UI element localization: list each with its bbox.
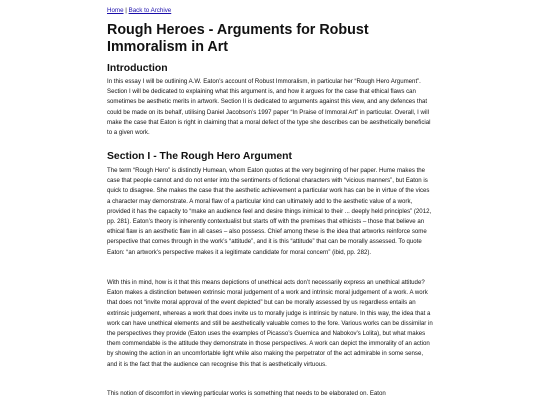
- intro-paragraph: In this essay I will be outlining A.W. Eaton’s account of Robust Immoralism, in particular her “Rough Hero Argument”. Section I will be dedicated to explaining what this argument is, and how it argues for the case that ethical flaws can sometimes be aesthetic merits in artwork. Section II is dedicated to arguments against this view, and any defences that could be made on its behalf, utilising Daniel Jacobson’s 1997 paper “In Praise of Immoral Art” in particular. Overall, I will make the case that Eaton is right in claiming that a moral defect of the type she describes can be aesthetically beneficial to a given work.: [107, 78, 431, 137]
- section1-paragraph-2: With this in mind, how is it that this means depictions of unethical acts don’t necessarily express an unethical attitude? Eaton makes a distinction between extrinsic moral judgement of a work and intrinsic moral judgement of a work. A work that does not “invite moral approval of the event depicted” but can be morally assessed by us regardless entails an extrinsic judgement, whereas a work that does invite us to morally judge is intrinsic by nature. In this way, the idea that a work can have unethical elements and still be aesthetically valuable comes to the fore. Various works can be dissimilar in the perspectives they provide (Eaton uses the examples of Picasso’s Guernica and Nabokov’s Lolita), but what makes them commendable is the attitude they demonstrate in those perspectives. A work can depict the immorality of an action by showing the action in an uncomfortable light while also making the perpetrator of the act admirable in some sense, and it is the fact that the audience can recognise this that is aesthetically virtuous.: [107, 279, 433, 368]
- back-to-archive-link[interactable]: Back to Archive: [128, 7, 172, 14]
- breadcrumb: [107, 7, 171, 15]
- section1-paragraph-1: The term “Rough Hero” is distinctly Humean, whom Eaton quotes at the very beginning of her paper. Hume makes the case that people cannot and do not enter into the sentiments of fictional characters with “vicious manners”, but Eaton is quick to disagree. She makes the case that the aesthetic achievement a particular work has can be in virtue of the vices a character may demonstrate. A moral flaw of a particular kind can ultimately add to the aesthetic value of a work, provided it has the capacity to “make an audience feel and desire things inimical to their ... deeply held principles” (2012, pp. 281). Eaton’s theory is inherently contextualist but starts off with the premises that ethicists – those that believe an ethical flaw is an aesthetic flaw in all cases – also possess. Chief among these is the idea that artworks reinforce some perspective that comes through in the work’s “attitude”, and it is this “attitude” that can be morally assessed. To quote Eaton: “an artwork’s perspective makes it a legitimate candidate for moral concern” (ibid, pp. 282).: [107, 167, 432, 256]
- section-heading-rough-hero: Section I - The Rough Hero Argument: [107, 151, 292, 162]
- home-link[interactable]: Home: [107, 7, 124, 14]
- nav-separator: |: [125, 7, 127, 14]
- page-title: Rough Heroes - Arguments for Robust Immoralism in Art: [107, 22, 369, 55]
- section-heading-introduction: Introduction: [107, 63, 168, 74]
- section1-paragraph-3: This notion of discomfort in viewing particular works is something that needs to be elaborated on. Eaton: [107, 390, 386, 397]
